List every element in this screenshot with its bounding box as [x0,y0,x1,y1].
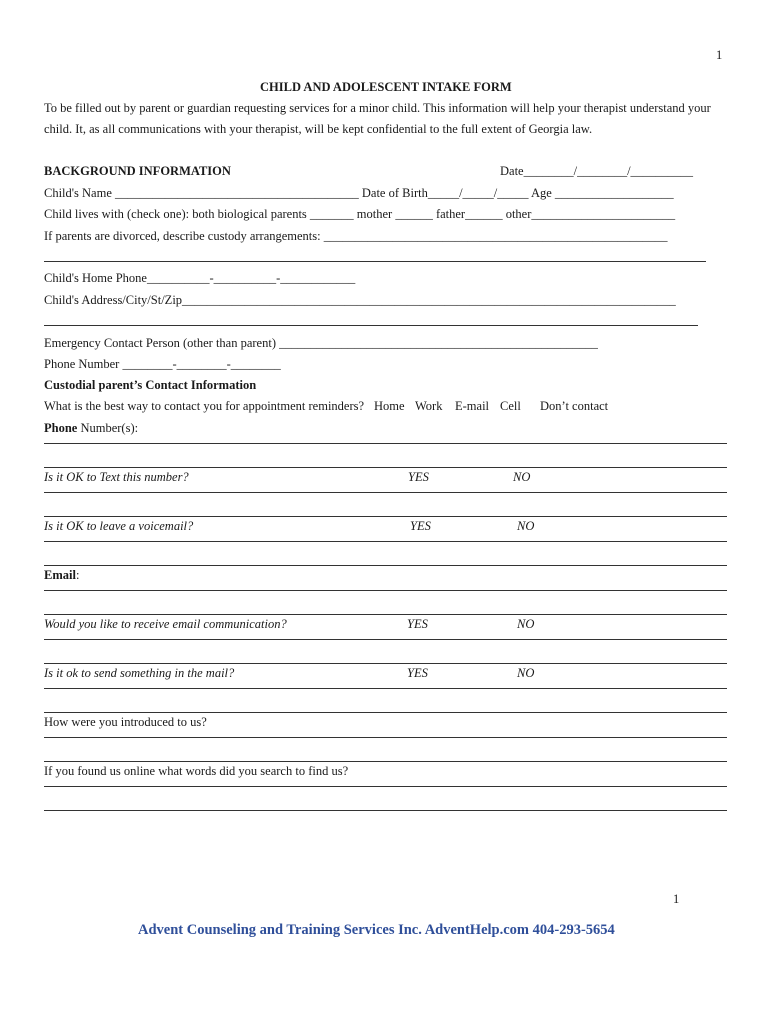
voicemail-no[interactable]: NO [517,519,535,533]
rule-line [44,516,727,517]
contact-question: What is the best way to contact you for appointment reminders? [44,399,365,413]
footer-contact: Advent Counseling and Training Services Inc. AdventHelp.com 404-293-5654 [138,922,615,938]
child-name-row[interactable]: Child's Name _______________________________________ Date of Birth_____/_____/_____ Age ___________________ [44,186,674,200]
contact-option-dont-contact[interactable]: Don’t contact [540,399,609,413]
phone-label: Phone [44,421,78,435]
address-extra-line[interactable] [44,325,698,326]
email-comm-no[interactable]: NO [517,617,535,631]
contact-option-work[interactable]: Work [415,399,443,413]
rule-line [44,614,727,615]
text-ok-no[interactable]: NO [513,470,531,484]
page-number-top: 1 [716,48,723,62]
custodial-heading: Custodial parent’s Contact Information [44,378,257,392]
emergency-contact-row[interactable]: Emergency Contact Person (other than parent) ___________________________________________________ [44,336,598,350]
address-row[interactable]: Child's Address/City/St/Zip_______________________________________________________________________________ [44,293,676,307]
contact-option-email[interactable]: E-mail [455,399,490,413]
form-title: CHILD AND ADOLESCENT INTAKE FORM [260,80,512,94]
phone-numbers-label [44,421,138,436]
contact-option-home[interactable]: Home [374,399,405,413]
introduced-question: How were you introduced to us? [44,715,207,729]
intro-line-1: To be filled out by parent or guardian requesting services for a minor child. This information will help your therapist understand your [44,101,711,115]
rule-line [44,663,727,664]
search-words-answer-line[interactable] [44,786,727,787]
rule-line [44,565,727,566]
email-label: Email [44,568,76,582]
contact-option-cell[interactable]: Cell [500,399,521,413]
email-comm-question: Would you like to receive email communication? [44,617,287,631]
rule-line [44,761,727,762]
rule-line [44,639,727,640]
phone-suffix: Number(s): [77,421,139,435]
email-label-row [44,568,79,583]
email-line[interactable] [44,590,727,591]
text-ok-yes[interactable]: YES [408,470,429,484]
date-field[interactable]: Date________/________/__________ [500,164,694,178]
text-ok-question: Is it OK to Text this number? [44,470,189,484]
email-comm-yes[interactable]: YES [407,617,428,631]
mail-question: Is it ok to send something in the mail? [44,666,235,680]
mail-yes[interactable]: YES [407,666,428,680]
voicemail-yes[interactable]: YES [410,519,431,533]
background-heading: BACKGROUND INFORMATION [44,164,231,178]
intro-line-2: child. It, as all communications with your therapist, will be kept confidential to the full extent of Georgia law. [44,122,593,136]
rule-line [44,712,727,713]
search-words-question: If you found us online what words did you search to find us? [44,764,349,778]
custody-extra-line[interactable] [44,261,706,262]
phone-line-2[interactable] [44,467,727,468]
email-suffix: : [75,568,80,582]
introduced-answer-line[interactable] [44,737,727,738]
rule-line [44,541,727,542]
custody-row[interactable]: If parents are divorced, describe custody arrangements: _______________________________________________________ [44,229,668,243]
mail-no[interactable]: NO [517,666,535,680]
home-phone-row[interactable]: Child's Home Phone__________-__________-____________ [44,271,356,285]
rule-line [44,688,727,689]
lives-with-row[interactable]: Child lives with (check one): both biological parents _______ mother ______ father______ other_______________________ [44,207,676,221]
emergency-phone-row[interactable]: Phone Number ________-________-________ [44,357,281,371]
phone-line-1[interactable] [44,443,727,444]
rule-line [44,492,727,493]
rule-line [44,810,727,811]
voicemail-question: Is it OK to leave a voicemail? [44,519,194,533]
page-number-bottom: 1 [673,892,680,906]
